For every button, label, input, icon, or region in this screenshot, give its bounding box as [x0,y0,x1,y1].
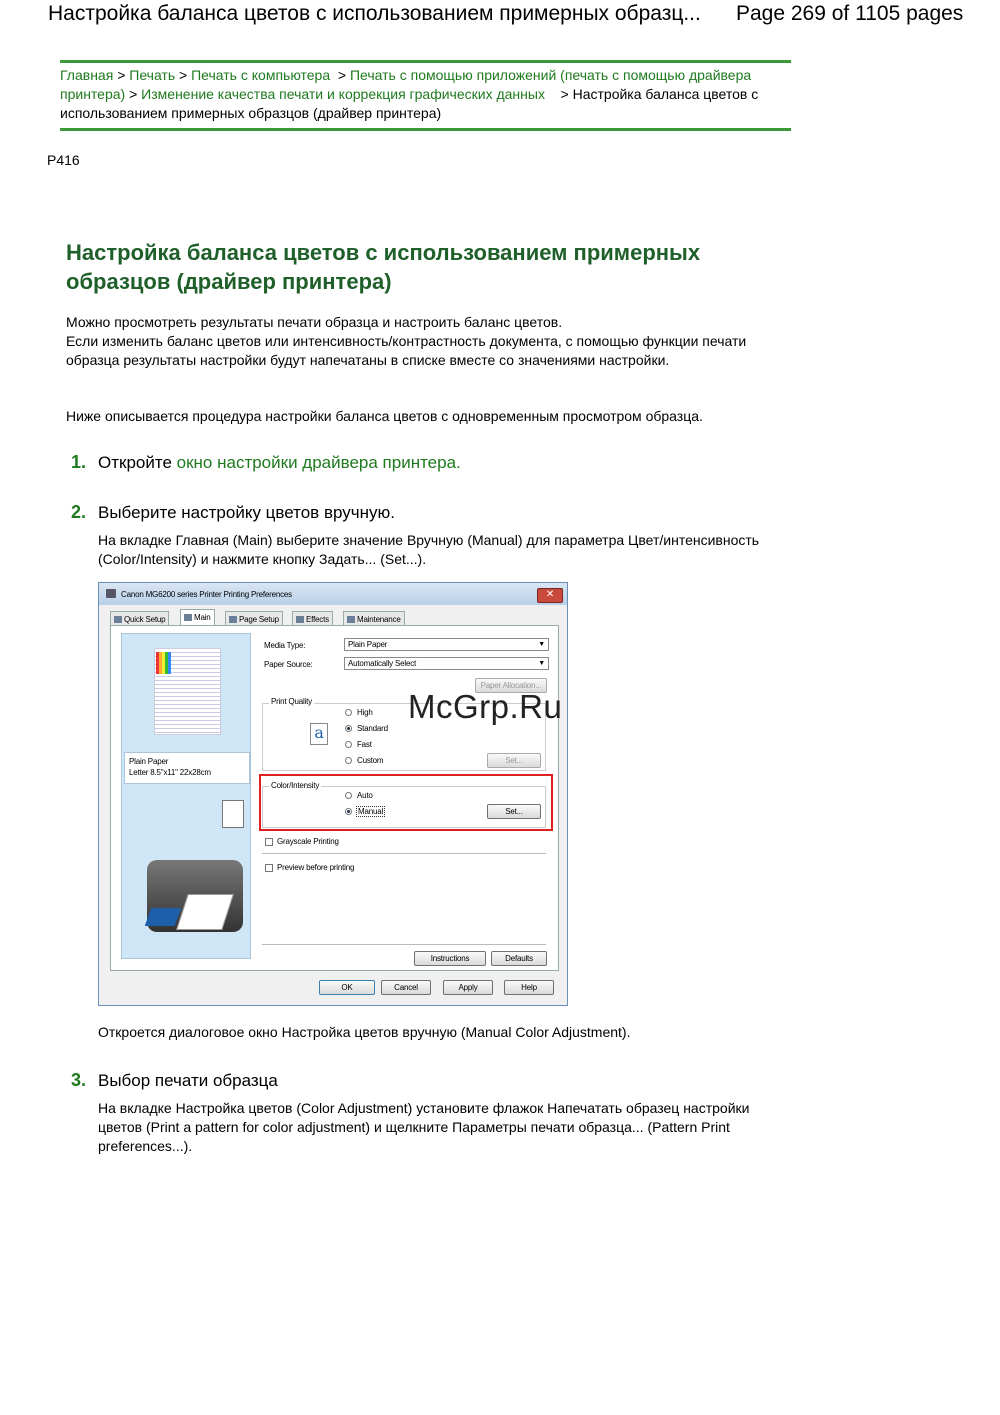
after-dialog-text: Откроется диалоговое окно Настройка цветов вручную (Manual Color Adjustment). [98,1024,631,1040]
breadcrumb-link-print-from-computer[interactable]: Печать с компьютера [191,67,331,83]
step-body: На вкладке Главная (Main) выберите значение Вручную (Manual) для параметра Цвет/интенсивность (Color/Intensity) и нажмите кнопку Задать... (Set...). [98,532,760,567]
breadcrumb-link-print[interactable]: Печать [129,67,176,83]
color-intensity-label: Color/Intensity [271,781,320,790]
close-button[interactable]: ✕ [537,588,563,603]
step-number: 3. [71,1070,87,1090]
tab-quick-setup[interactable]: Quick Setup [110,611,169,626]
dialog-titlebar [99,583,567,605]
quality-fast-radio[interactable] [345,741,352,748]
breadcrumb-separator: > [337,67,347,83]
breadcrumb-separator: > [179,67,188,83]
color-bar-graphic [156,652,171,674]
intro-line: Если изменить баланс цветов или интенсивность/контрастность документа, с помощью функции печати образца результаты настройки будут напечатаны в списке вместе со значениями настройки. [66,333,747,368]
quality-high-radio[interactable] [345,709,352,716]
breadcrumb-current: Настройка баланса цветов с использованием примерных образцов (драйвер принтера) [60,86,759,121]
breadcrumb-separator: > [117,67,126,83]
paper-source-label: Paper Source: [264,660,313,669]
preview-before-printing-checkbox[interactable] [265,864,273,872]
step-body: На вкладке Настройка цветов (Color Adjustment) установите флажок Напечатать образец настройки цветов (Print a pattern for color adjustment) и щелкните Параметры печати образца... (Pattern Print preferences...). [98,1100,750,1154]
grayscale-checkbox[interactable] [265,838,273,846]
page-counter: Page 269 of 1105 pages [736,2,964,25]
tab-effects[interactable]: Effects [292,611,333,626]
help-button[interactable]: Help [504,980,554,995]
preview-before-printing-label: Preview before printing [277,863,355,872]
paper-info [124,752,250,784]
watermark: McGrp.Ru [408,688,563,725]
breadcrumb [60,66,785,123]
breadcrumb-bottom-rule [60,128,791,131]
step-number: 1. [71,452,87,472]
color-set-button[interactable]: Set... [487,804,541,819]
effects-icon [296,616,304,623]
step-title-text: Откройте [98,453,172,472]
breadcrumb-link-home[interactable]: Главная [60,67,114,83]
driver-setup-link[interactable]: окно настройки драйвера принтера. [176,453,461,472]
apply-button[interactable]: Apply [443,980,493,995]
intro-text [66,313,766,370]
intro-procedure: Ниже описывается процедура настройки баланса цветов с одновременным просмотром образца. [66,408,703,424]
quality-set-button[interactable]: Set... [487,753,541,768]
step-title: Выберите настройку цветов вручную. [98,503,395,522]
instructions-button[interactable]: Instructions [414,951,486,966]
print-quality-label: Print Quality [271,697,312,706]
document-code: P416 [47,152,80,168]
document-icon [222,800,244,828]
paper-size-text: Letter 8.5"x11" 22x28cm [129,768,211,777]
media-type-label: Media Type: [264,641,306,650]
print-quality-a-icon: a [310,723,328,745]
chevron-down-icon: ▼ [538,641,545,648]
dialog-title: Canon MG6200 series Printer Printing Preferences [121,590,292,599]
color-manual-label: Manual [358,807,384,816]
media-type-select[interactable]: Plain Paper ▼ [344,638,549,651]
breadcrumb-link-quality[interactable]: Изменение качества печати и коррекция графических данных [141,86,545,102]
step-number: 2. [71,502,87,522]
color-intensity-highlight-box [259,774,553,831]
paper-source-select[interactable]: Automatically Select ▼ [344,657,549,670]
tab-page-setup[interactable]: Page Setup [225,611,283,626]
printer-preferences-dialog [98,582,568,1006]
color-auto-label: Auto [357,791,373,800]
page-title: Настройка баланса цветов с использованием примерных образцов (драйвер принтера) [66,240,701,294]
ok-button[interactable]: OK [319,980,375,995]
quality-custom-label: Custom [357,756,384,765]
paper-allocation-button[interactable]: Paper Allocation... [475,678,547,693]
divider [262,944,546,945]
breadcrumb-separator: > [560,86,569,102]
print-preview-pane [121,633,251,959]
step-title [98,453,461,473]
breadcrumb-link-print-apps[interactable]: Печать с помощью приложений (печать с помощью драйвера принтера) [60,67,752,102]
chevron-down-icon: ▼ [538,660,545,667]
quick-setup-icon [114,616,122,623]
intro-line: Можно просмотреть результаты печати образца и настроить баланс цветов. [66,314,563,330]
divider [262,853,546,854]
breadcrumb-separator: > [129,86,138,102]
quality-standard-radio[interactable] [345,725,352,732]
printer-icon [106,589,116,598]
maintenance-icon [347,616,355,623]
grayscale-label: Grayscale Printing [277,837,339,846]
breadcrumb-top-rule [60,60,791,63]
cancel-button[interactable]: Cancel [381,980,431,995]
quality-standard-label: Standard [357,724,388,733]
main-icon [184,614,192,621]
tab-maintenance[interactable]: Maintenance [343,611,405,626]
quality-high-label: High [357,708,373,717]
paper-type-text: Plain Paper [129,757,169,766]
page-setup-icon [229,616,237,623]
quality-fast-label: Fast [357,740,372,749]
quality-custom-radio[interactable] [345,757,352,764]
header-title: Настройка баланса цветов с использованием примерных образц... [48,2,701,25]
defaults-button[interactable]: Defaults [491,951,547,966]
step-title: Выбор печати образца [98,1071,278,1090]
tab-main[interactable]: Main [180,609,215,626]
